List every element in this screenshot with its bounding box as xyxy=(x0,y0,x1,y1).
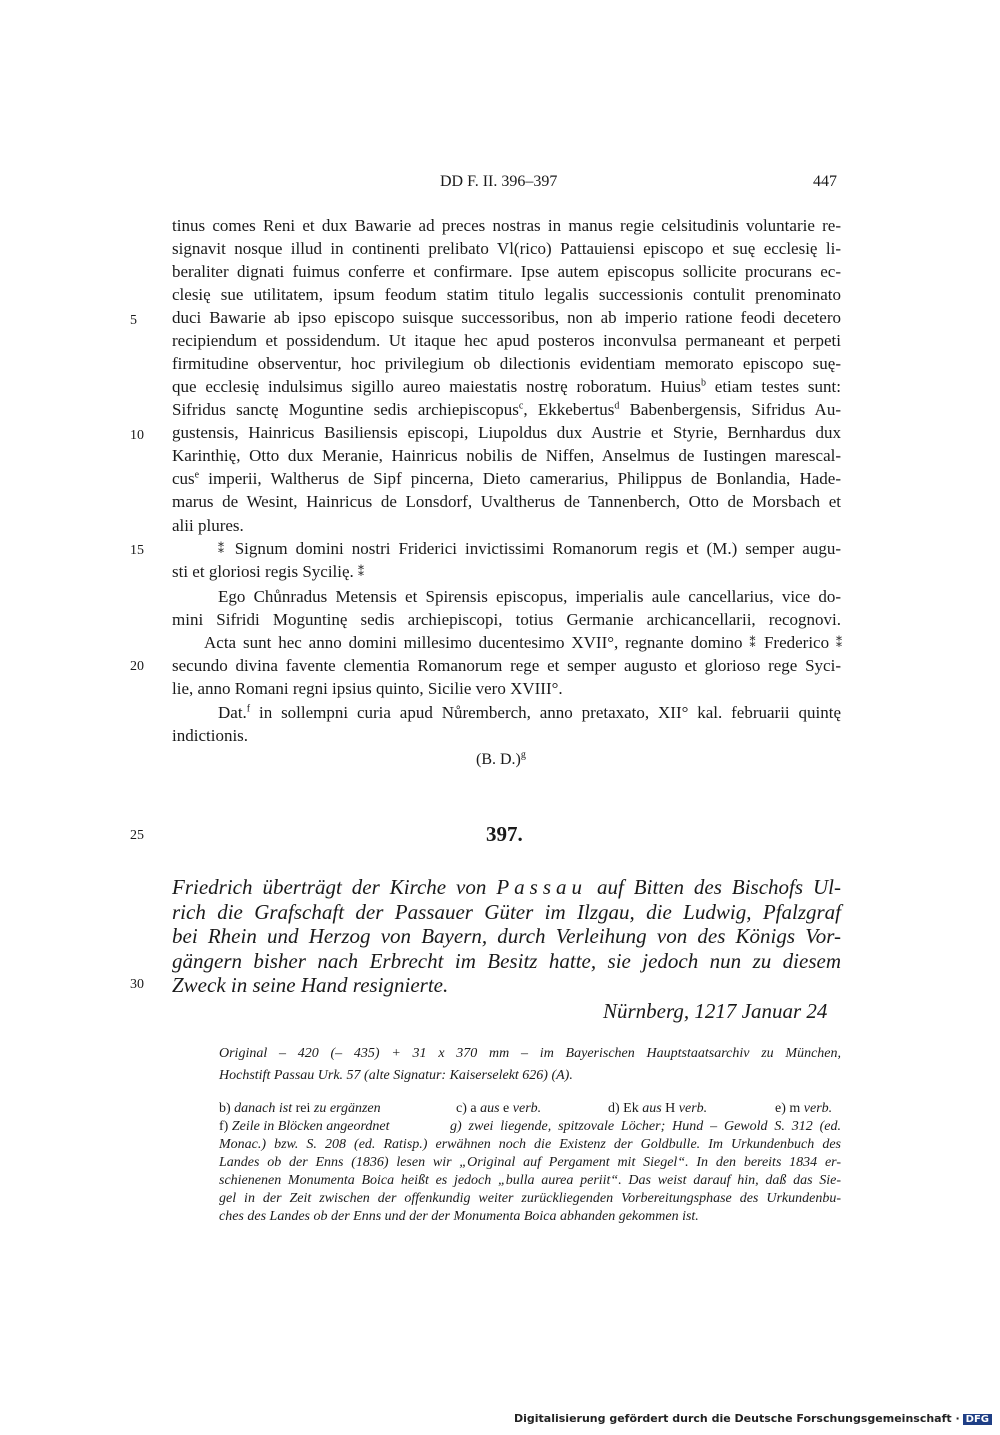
text-fragment: Signum domini nostri Friderici invictissimi Romanorum regis et (M.) semper augu- xyxy=(234,539,841,558)
note-text: rei xyxy=(295,1101,311,1116)
datum-line xyxy=(218,703,841,723)
apparatus-note-g: g) zwei liegende, spitzovale Löcher; Hund – Gewold S. 312 (ed. xyxy=(450,1119,841,1134)
text-fragment: etiam testes sunt: xyxy=(705,377,841,396)
original-description: Original – 420 (– 435) + 31 x 370 mm – im Bayerischen Hauptstaatsarchiv zu München, xyxy=(219,1046,841,1061)
apparatus-line: ches des Landes ob der Enns und der der Monumenta Boica abhanden gekommen ist. xyxy=(219,1209,699,1224)
funding-footer xyxy=(514,1412,992,1425)
line-number: 10 xyxy=(130,428,144,443)
note-text: verb. xyxy=(803,1101,833,1116)
footnote-mark: b xyxy=(700,377,706,389)
apparatus-line: Landes ob der Enns (1836) lesen wir „Original auf Pergament mit Siegel“. In den bereits 1834 er- xyxy=(219,1155,841,1170)
original-description: Hochstift Passau Urk. 57 (alte Signatur: Kaiserselekt 626) (A). xyxy=(219,1068,573,1083)
text-fragment: Frederico xyxy=(763,633,830,652)
dating-line: lie, anno Romani regni ipsius quinto, Sicilie vero XVIII°. xyxy=(172,679,563,698)
footnote-mark: e xyxy=(194,469,200,481)
note-text: aus xyxy=(480,1101,500,1116)
text-line: marus de Wesint, Hainricus de Lonsdorf, Uvaltherus de Tannenberch, Otto de Morsbach et xyxy=(172,492,841,511)
line-number: 30 xyxy=(130,977,144,992)
dfg-logo: DFG xyxy=(963,1414,992,1425)
apparatus-note-e xyxy=(775,1101,832,1117)
recognition-line: Ego Chůnradus Metensis et Spirensis episcopus, imperialis aule cancellarius, vice do- xyxy=(218,587,841,606)
text-fragment: Friedrich überträgt der Kirche von xyxy=(172,875,487,899)
text-fragment: auf Bitten des Bischofs Ul- xyxy=(597,875,841,899)
text-line: signavit nosque illud in continenti prelibato Vl(rico) Pattauiensi episcopo et suę ecclesię li- xyxy=(172,239,841,258)
place-name: Passau xyxy=(496,875,588,899)
apparatus-note-d xyxy=(608,1101,707,1117)
apparatus-row xyxy=(219,1101,841,1119)
dating-line xyxy=(204,633,841,653)
text-line: firmitudine observentur, hoc privilegium ob dilectionis evidentiam memorato episcopo suę- xyxy=(172,354,841,373)
regest-line: rich die Grafschaft der Passauer Güter im Ilzgau, die Ludwig, Pfalzgraf xyxy=(172,900,841,924)
cross-symbol: ⁑ xyxy=(218,542,227,556)
text-line: clesię sue utilitatem, ipsum feodum statim titulo legalis successionis contulit prenominato xyxy=(172,285,841,304)
text-line: Karinthię, Otto dux Meranie, Hainricus nobilis de Niffen, Anselmus de Iustingen marescal- xyxy=(172,446,841,465)
note-text: H xyxy=(665,1101,676,1116)
note-label: f) xyxy=(219,1119,229,1134)
text-line: alii plures. xyxy=(172,516,244,535)
line-number: 20 xyxy=(130,659,144,674)
apparatus-note-c xyxy=(456,1101,541,1117)
text-fragment: imperii, Waltherus de Sipf pincerna, Dieto camerarius, Philippus de Bonlandia, Hade- xyxy=(199,469,841,488)
apparatus-row xyxy=(219,1119,841,1137)
cross-symbol: ⁑ xyxy=(836,636,841,650)
signum-line xyxy=(172,562,363,582)
text-fragment: Dat. xyxy=(218,703,247,722)
note-text: zu ergänzen xyxy=(313,1101,381,1116)
note-text: verb. xyxy=(512,1101,542,1116)
text-fragment: Acta sunt hec anno domini millesimo ducentesimo XVII°, regnante domino xyxy=(204,633,743,652)
dating-line: secundo divina favente clementia Romanorum rege et semper augusto et glorioso rege Syci- xyxy=(172,656,841,675)
funding-text: Digitalisierung gefördert durch die Deutsche Forschungsgemeinschaft · xyxy=(513,1412,960,1425)
text-line: tinus comes Reni et dux Bawarie ad preces nostras in manus regie celsitudinis voluntarie re- xyxy=(172,216,841,235)
running-header-title: DD F. II. 396–397 xyxy=(440,173,558,190)
note-label: d) Ek xyxy=(608,1101,639,1116)
recognition-line: mini Sifridi Moguntinę sedis archiepiscopi, totius Germanie archicancellarii, recognovi. xyxy=(172,610,841,629)
apparatus-line: gel in der Zeit zwischen der offenkundig weiter zurückliegenden Vorbereitungsphase des Urkundenbu- xyxy=(219,1191,841,1206)
document-number: 397. xyxy=(486,822,523,846)
note-text: aus xyxy=(642,1101,662,1116)
page-number: 447 xyxy=(813,173,837,190)
apparatus-note-b xyxy=(219,1101,381,1117)
apparatus-line: Monac.) bzw. S. 208 (ed. Ratisp.) erwähnen noch die Existenz der Goldbulle. Im Urkundenbuch des xyxy=(219,1137,841,1152)
note-text: danach ist xyxy=(234,1101,293,1116)
cross-symbol: ⁑ xyxy=(358,565,364,579)
regest-line: bei Rhein und Herzog von Bayern, durch Verleihung von des Königs Vor- xyxy=(172,924,841,948)
text-line xyxy=(172,377,841,397)
footnote-mark: d xyxy=(614,400,620,412)
text-line: gustensis, Hainricus Basiliensis episcopi, Liupoldus dux Austrie et Styrie, Bernhardus dux xyxy=(172,423,841,442)
regest-line: Zweck in seine Hand resignierte. xyxy=(172,973,449,997)
note-label: b) xyxy=(219,1101,231,1116)
cross-symbol: ⁑ xyxy=(749,636,758,650)
text-fragment: (B. D.) xyxy=(476,751,521,768)
apparatus-note-f xyxy=(219,1119,390,1135)
note-text: Zeile in Blöcken angeordnet xyxy=(231,1119,390,1134)
text-line xyxy=(172,469,841,489)
text-fragment: cus xyxy=(172,469,195,488)
text-fragment: in sollempni curia apud Nůremberch, anno pretaxato, XII° kal. februarii quintę xyxy=(250,703,841,722)
text-fragment: sti et gloriosi regis Sycilię. xyxy=(172,562,354,581)
line-number: 25 xyxy=(130,828,144,843)
text-line: recipiendum et possidendum. Ut itaque hec apud posteros inconvulsa permaneant et perpeti xyxy=(172,331,841,350)
regest-line: gängern bisher nach Erbrecht im Besitz hatte, sie jedoch nun zu diesem xyxy=(172,949,841,973)
text-fragment: que ecclesię indulsimus sigillo aureo maiestatis nostrę roboratum. Huius xyxy=(172,377,701,396)
note-text: e xyxy=(503,1101,510,1116)
regest-line xyxy=(172,875,841,900)
datum-line: indictionis. xyxy=(172,726,249,745)
line-number: 5 xyxy=(130,313,137,328)
footnote-mark: g xyxy=(520,749,526,761)
text-fragment: , Ekkebertus xyxy=(523,400,615,419)
line-number: 15 xyxy=(130,543,144,558)
apparatus-line: schienenen Monumenta Boica heißt es jedoch „bulla aurea periit“. Das weist darauf hin, daß das Sie- xyxy=(219,1173,841,1188)
text-line: duci Bawarie ab ipso episcopo suisque successoribus, non ab imperio ratione feodi decetero xyxy=(172,308,841,327)
text-line: beraliter dignati fuimus conferre et confirmare. Ipse autem episcopus sollicite procurans ec- xyxy=(172,262,841,281)
note-text: verb. xyxy=(678,1101,708,1116)
footnote-mark: f xyxy=(246,703,251,715)
signum-line xyxy=(218,539,841,559)
text-fragment: Babenbergensis, Sifridus Au- xyxy=(619,400,841,419)
note-label: c) a xyxy=(456,1101,477,1116)
bulla-marker xyxy=(476,751,526,769)
text-line xyxy=(172,400,841,420)
note-label: e) m xyxy=(775,1101,801,1116)
footnote-mark: c xyxy=(518,400,524,412)
text-fragment: Sifridus sanctę Moguntine sedis archiepiscopus xyxy=(172,400,519,419)
place-date: Nürnberg, 1217 Januar 24 xyxy=(603,999,828,1023)
